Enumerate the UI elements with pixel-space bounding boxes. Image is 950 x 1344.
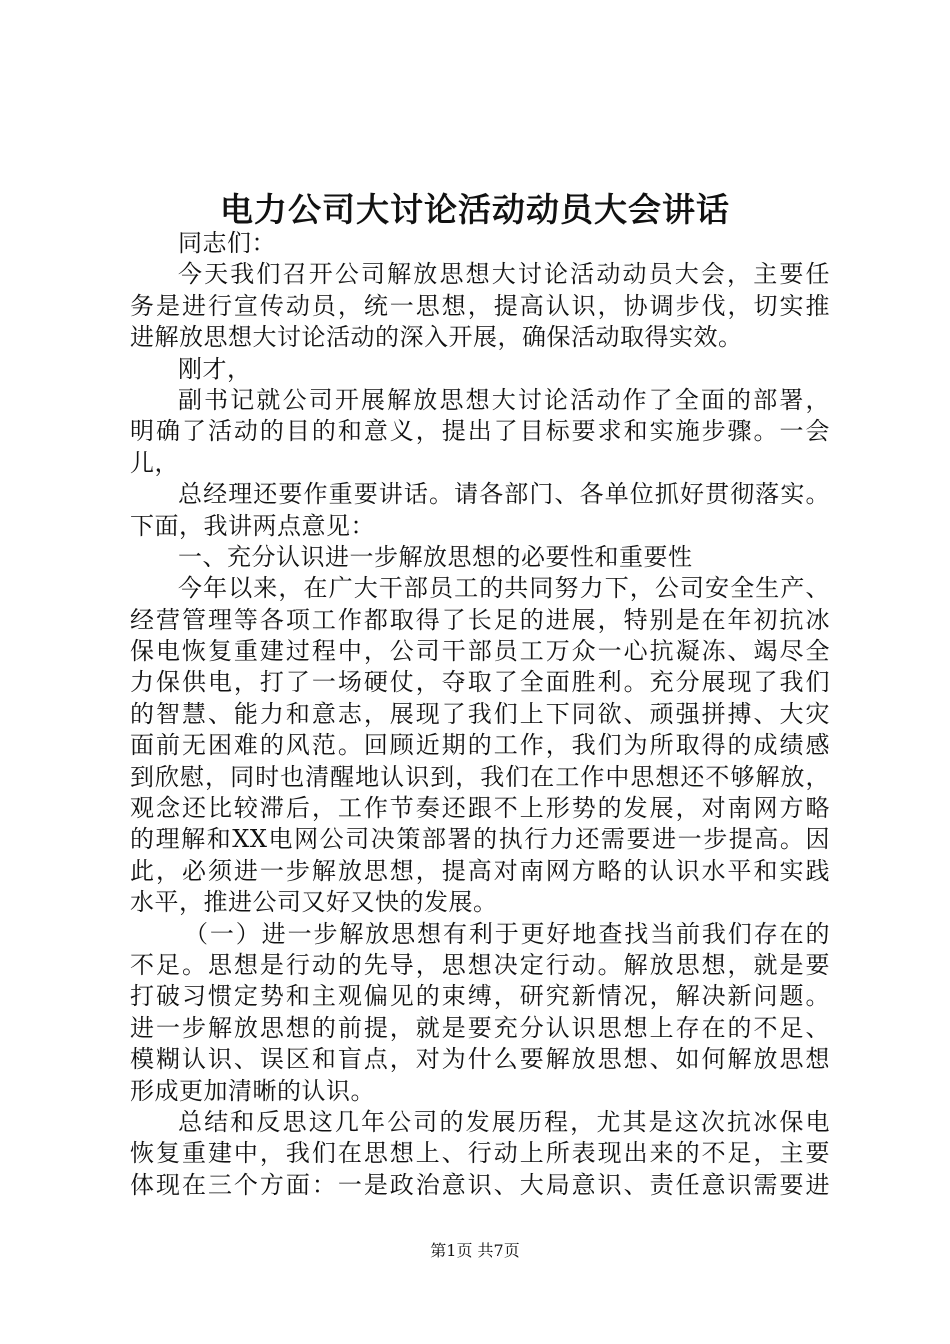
text-line: 今年以来，在广大干部员工的共同努力下，公司安全生产、	[178, 574, 830, 603]
text-line: 明确了活动的目的和意义，提出了目标要求和实施步骤。一会	[130, 417, 830, 446]
text-line: 到欣慰，同时也清醒地认识到，我们在工作中思想还不够解放，	[130, 762, 830, 791]
text-line: 儿，	[130, 448, 179, 477]
text-line: 体现在三个方面：一是政治意识、大局意识、责任意识需要进	[130, 1170, 830, 1199]
text-line: 总经理还要作重要讲话。请各部门、各单位抓好贯彻落实。	[178, 480, 830, 509]
text-line: 刚才，	[178, 354, 252, 383]
section-heading: 一、充分认识进一步解放思想的必要性和重要性	[178, 542, 693, 571]
text-line: 今天我们召开公司解放思想大讨论活动动员大会，主要任	[178, 260, 830, 289]
document-title: 电力公司大讨论活动动员大会讲话	[220, 190, 730, 229]
page-number-footer: 第1页 共7页	[430, 1241, 520, 1260]
text-line: 进一步解放思想的前提，就是要充分认识思想上存在的不足、	[130, 1013, 830, 1042]
subsection-heading: （一）进一步解放思想有利于更好地查找当前我们存在的	[184, 919, 830, 948]
text-line: 务是进行宣传动员，统一思想，提高认识，协调步伐，切实推	[130, 291, 830, 320]
text-line: 水平，推进公司又好又快的发展。	[130, 888, 498, 917]
text-line: 经营管理等各项工作都取得了长足的进展，特别是在年初抗冰	[130, 605, 830, 634]
text-line: 的理解和XX电网公司决策部署的执行力还需要进一步提高。因	[130, 825, 830, 854]
text-line: 同志们：	[178, 229, 276, 257]
text-line: 观念还比较滞后，工作节奏还跟不上形势的发展，对南网方略	[130, 794, 830, 823]
text-line: 面前无困难的风范。回顾近期的工作，我们为所取得的成绩感	[130, 731, 830, 760]
document-body	[130, 228, 830, 1201]
text-line: 形成更加清晰的认识。	[130, 1076, 375, 1105]
text-line: 打破习惯定势和主观偏见的束缚，研究新情况，解决新问题。	[130, 982, 830, 1011]
text-line: 力保供电，打了一场硬仗，夺取了全面胜利。充分展现了我们	[130, 668, 830, 697]
text-line: 的智慧、能力和意志，展现了我们上下同欲、顽强拼搏、大灾	[130, 699, 830, 728]
text-line: 模糊认识、误区和盲点，对为什么要解放思想、如何解放思想	[130, 1045, 830, 1074]
text-line: 副书记就公司开展解放思想大讨论活动作了全面的部署，	[178, 385, 830, 414]
text-line: 总结和反思这几年公司的发展历程，尤其是这次抗冰保电	[178, 1107, 830, 1136]
text-line: 此，必须进一步解放思想，提高对南网方略的认识水平和实践	[130, 856, 830, 885]
text-line: 进解放思想大讨论活动的深入开展，确保活动取得实效。	[130, 323, 743, 352]
text-line: 恢复重建中，我们在思想上、行动上所表现出来的不足，主要	[130, 1139, 830, 1168]
text-line: 不足。思想是行动的先导，思想决定行动。解放思想，就是要	[130, 950, 830, 979]
text-line: 下面，我讲两点意见：	[130, 511, 375, 540]
text-line: 保电恢复重建过程中，公司干部员工万众一心抗凝冻、竭尽全	[130, 637, 830, 666]
